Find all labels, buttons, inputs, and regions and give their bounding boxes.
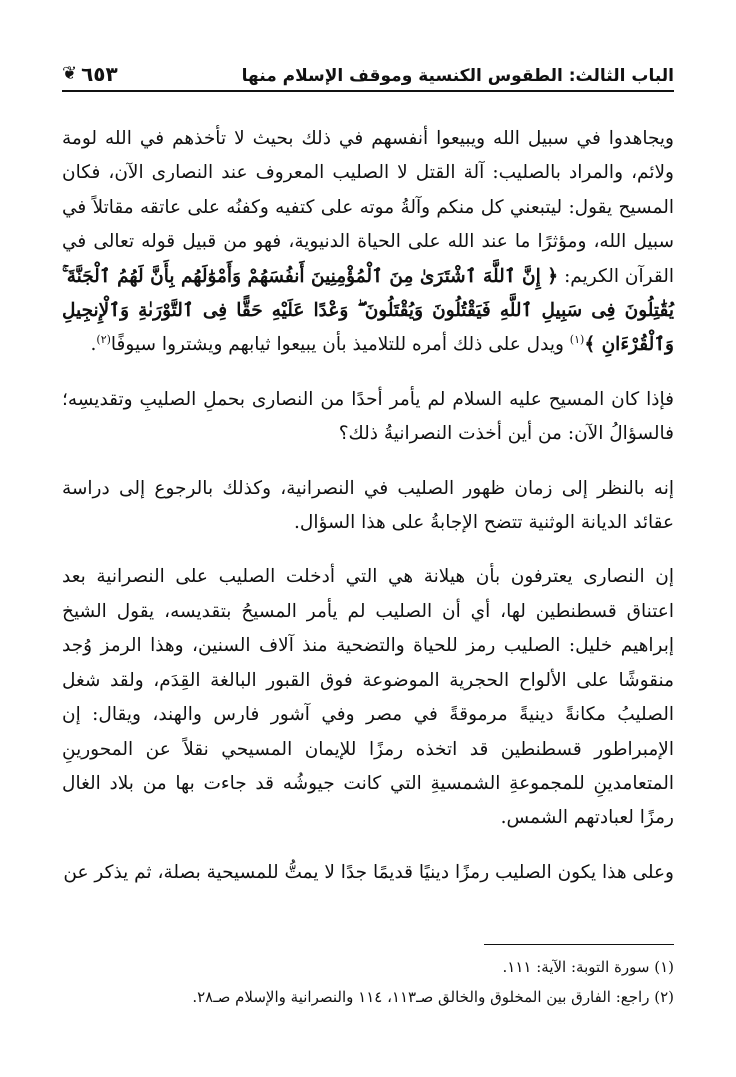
main-text — [62, 122, 674, 910]
paragraph-4 — [62, 560, 674, 835]
paragraph-2-text: فإذا كان المسيح عليه السلام لم يأمر أحدًا من النصارى بحملِ الصليبِ وتقديسِه؛ فالسؤالُ الآن: من أين أخذت النصرانيةُ ذلك؟ — [62, 388, 674, 445]
footnotes — [62, 952, 674, 1012]
paragraph-1-text: ويجاهدوا في سبيل الله ويبيعوا أنفسهم في ذلك بحيث لا تأخذهم في الله لومة ولائم، والمراد بالصليب: آلة القتل لا الصليب المعروف عند النصارى الآن، فكان المسيح يقول: ليتبعني كل منكم وآلةُ موته على كتفيه وكفنُه على عاتقه مقاتلاً في سبيل الله، ومؤثرًا ما عند الله على الحياة الدنيوية، فهو من قبيل قوله تعالى في القرآن الكريم: — [62, 128, 674, 287]
paragraph-5-text: وعلى هذا يكون الصليب رمزًا دينيًا قديمًا جدًا لا يمتُّ للمسيحية بصلة، ثم يذكر عن — [63, 861, 674, 883]
running-header — [62, 60, 674, 92]
paragraph-1-end: . — [90, 334, 97, 356]
footnote-divider — [484, 944, 674, 945]
footnote-1: (١) سورة التوبة: الآية: ١١١. — [502, 958, 674, 976]
quran-verse: ﴿ إِنَّ ٱللَّهَ ٱشْتَرَىٰ مِنَ ٱلْمُؤْمِنِينَ أَنفُسَهُمْ وَأَمْوَٰلَهُم بِأَنَّ لَهُمُ ٱلْجَنَّةَ ۚ يُقَٰتِلُونَ فِى سَبِيلِ ٱللَّهِ فَيَقْتُلُونَ وَيُقْتَلُونَ ۖ وَعْدًا عَلَيْهِ حَقًّا فِى ٱلتَّوْرَىٰةِ وَٱلْإِنجِيلِ وَٱلْقُرْءَانِ ﴾ — [62, 265, 674, 356]
page-number: ٦٥٣ — [81, 62, 118, 86]
paragraph-3 — [62, 472, 674, 541]
chapter-title: الباب الثالث: الطقوس الكنسية وموقف الإسلام منها — [241, 66, 674, 86]
paragraph-1 — [62, 122, 674, 363]
paragraph-1-tail: ويدل على ذلك أمره للتلاميذ بأن يبيعوا ثيابهم ويشتروا سيوفًا — [110, 334, 570, 356]
paragraph-2 — [62, 383, 674, 452]
footnote-2: (٢) راجع: الفارق بين المخلوق والخالق صـ١١٣، ١١٤ والنصرانية والإسلام صـ٢٨. — [192, 988, 674, 1006]
page-number-block — [62, 62, 118, 86]
footnote-ref-2: (٢) — [96, 333, 111, 347]
paragraph-3-text: إنه بالنظر إلى زمان ظهور الصليب في النصرانية، وكذلك بالرجوع إلى دراسة عقائد الديانة الوثنية تتضح الإجابةُ على هذا السؤال. — [62, 477, 674, 534]
footnote-ref-1: (١) — [569, 333, 585, 347]
paragraph-4-text: إن النصارى يعترفون بأن هيلانة هي التي أدخلت الصليب على النصرانية بعد اعتناق قسطنطين لها، أي أن الصليب لم يأمر المسيحُ بتقديسه، يقول الشيخ إبراهيم خليل: الصليب رمز للحياة والتضحية منذ آلاف السنين، وهذا الرمز وُجد منقوشًا على الألواح الحجرية الموضوعة فوق القبور البالغة القِدَم، ولقد شغل الصليبُ مكانةً دينيةً مرموقةً في مصر وفي آشور فارس والهند، ويقال: إن الإمبراطور قسطنطين قد اتخذه رمزًا للإيمان المسيحي نقلاً عن المحورينِ المتعامدينِ للمجموعةِ الشمسيةِ التي كانت جيوشُه قد جاءت بها من بلاد الغال رمزًا لعبادتهم الشمس. — [62, 566, 674, 829]
paragraph-5 — [62, 856, 674, 890]
ornament-icon: ❦ — [62, 63, 78, 84]
